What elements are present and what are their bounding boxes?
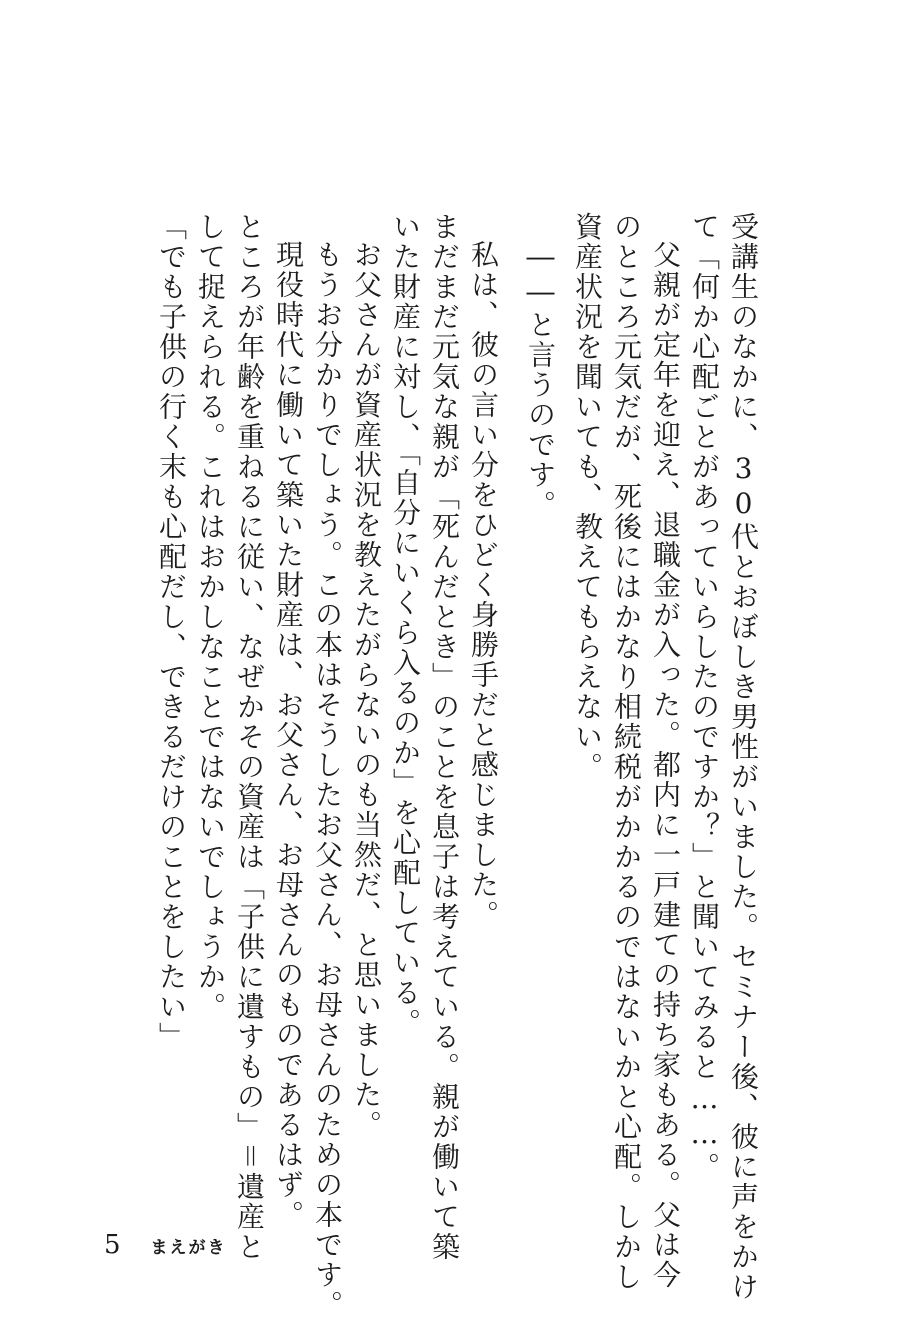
text-line-5: 資産状況を聞いても、教えてもらえない。 [571,212,604,782]
text-line-11: もうお分かりでしょう。この本はそうしたお父さん、お母さんのための本です。 [311,240,344,1320]
page-number: 5 [104,1230,121,1260]
text-line-3: 父親が定年を迎え、退職金が入った。都内に一戸建ての持ち家もある。父は今 [649,240,682,1290]
text-line-4: のところ元気だが、死後にはかなり相続税がかかるのではないかと心配。しかし [610,212,643,1292]
text-line-2: て「何か心配ごとがあっていらしたのですか？」と聞いてみると……。 [688,212,721,1182]
text-line-6: ――と言うのです。 [524,240,557,520]
text-line-12: 現役時代に働いて築いた財産は、お父さん、お母さんのものであるはず。 [272,240,305,1230]
text-line-1: 受講生のなかに、30代とおぼしき男性がいました。セミナー後、彼に声をかけ [727,212,760,1302]
text-line-7: 私は、彼の言い分をひどく身勝手だと感じました。 [467,240,500,930]
text-line-10: お父さんが資産状況を教えたがらないのも当然だ、と思いました。 [350,240,383,1140]
page-footer [104,1230,227,1260]
text-line-9: いた財産に対し、「自分にいくら入るのか」を心配している。 [389,212,422,1038]
section-title: まえがき [150,1238,227,1258]
text-line-14: して捉えられる。これはおかしなことではないでしょうか。 [194,212,227,1022]
text-line-13: ところが年齢を重ねるに従い、なぜかその資産は「子供に遺すもの」＝遺産と [233,212,266,1262]
text-line-8: まだまだ元気な親が「死んだとき」のことを息子は考えている。親が働いて築 [428,212,461,1262]
text-line-15: 「でも子供の行く末も心配だし、できるだけのことをしたい」 [155,212,188,1052]
